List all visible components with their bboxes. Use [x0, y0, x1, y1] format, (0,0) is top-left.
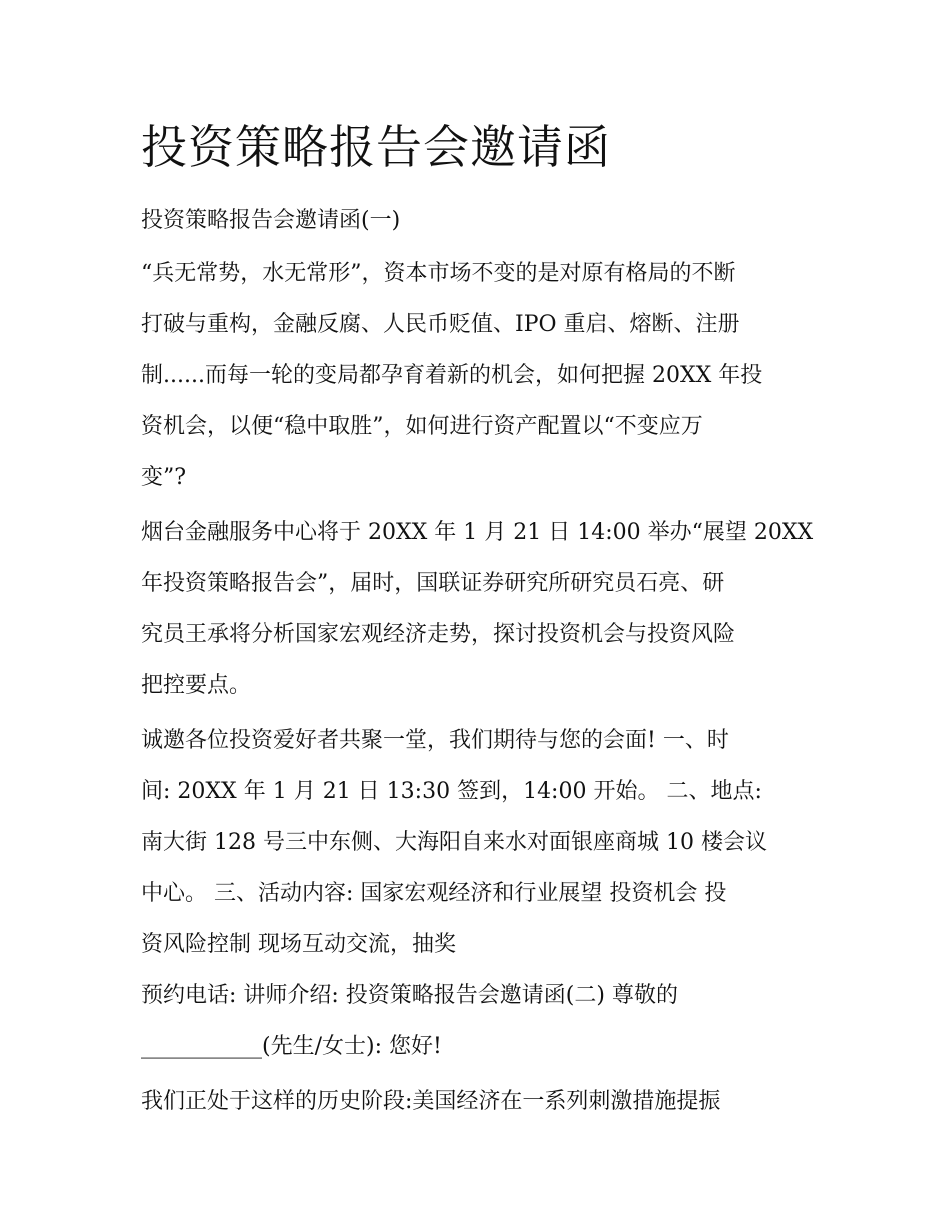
paragraph-line: 资机会，以便“稳中取胜”，如何进行资产配置以“不变应万: [141, 414, 703, 439]
document-subtitle: 投资策略报告会邀请函(一): [141, 208, 401, 233]
paragraph-line: 制......而每一轮的变局都孕育着新的机会，如何把握 20XX 年投: [141, 363, 763, 388]
paragraph-line: 究员王承将分析国家宏观经济走势，探讨投资机会与投资风险: [141, 622, 736, 647]
document-title: 投资策略报告会邀请函: [141, 120, 611, 174]
paragraph-invitation: [141, 715, 816, 817]
paragraph-contact: [141, 970, 816, 1021]
paragraph-line: 资风险控制 现场互动交流，抽奖: [141, 932, 456, 957]
paragraph-line: 变”?: [141, 465, 187, 490]
paragraph-salutation: [141, 1021, 816, 1072]
paragraph-line: 我们正处于这样的历史阶段:美国经济在一系列刺激措施提振: [141, 1089, 721, 1114]
paragraph-line: 把控要点。: [141, 673, 252, 698]
paragraph-line: 烟台金融服务中心将于 20XX 年 1 月 21 日 14:00 举办“展望 20XX: [141, 520, 814, 545]
paragraph-intro: [141, 248, 816, 503]
paragraph-line: 年投资策略报告会”，届时，国联证券研究所研究员石亮、研: [141, 571, 725, 596]
paragraph-line: 诚邀各位投资爱好者共聚一堂，我们期待与您的会面! 一、时: [141, 728, 729, 753]
document-body: [141, 112, 816, 1127]
paragraph-line: 间: 20XX 年 1 月 21 日 13:30 签到，14:00 开始。 二、地点:: [141, 779, 762, 804]
paragraph-line: “兵无常势，水无常形”，资本市场不变的是对原有格局的不断: [141, 261, 736, 286]
paragraph-location: [141, 817, 816, 970]
paragraph-line: ___________(先生/女士): 您好!: [141, 1034, 442, 1059]
paragraph-line: 打破与重构，金融反腐、人民币贬值、IPO 重启、熔断、注册: [141, 312, 740, 337]
paragraph-event: [141, 507, 816, 711]
paragraph-line: 预约电话: 讲师介绍: 投资策略报告会邀请函(二) 尊敬的: [141, 983, 678, 1008]
paragraph-line: 南大街 128 号三中东侧、大海阳自来水对面银座商城 10 楼会议: [141, 830, 767, 855]
paragraph-context: [141, 1076, 816, 1127]
paragraph-line: 中心。 三、活动内容: 国家宏观经济和行业展望 投资机会 投: [141, 881, 727, 906]
